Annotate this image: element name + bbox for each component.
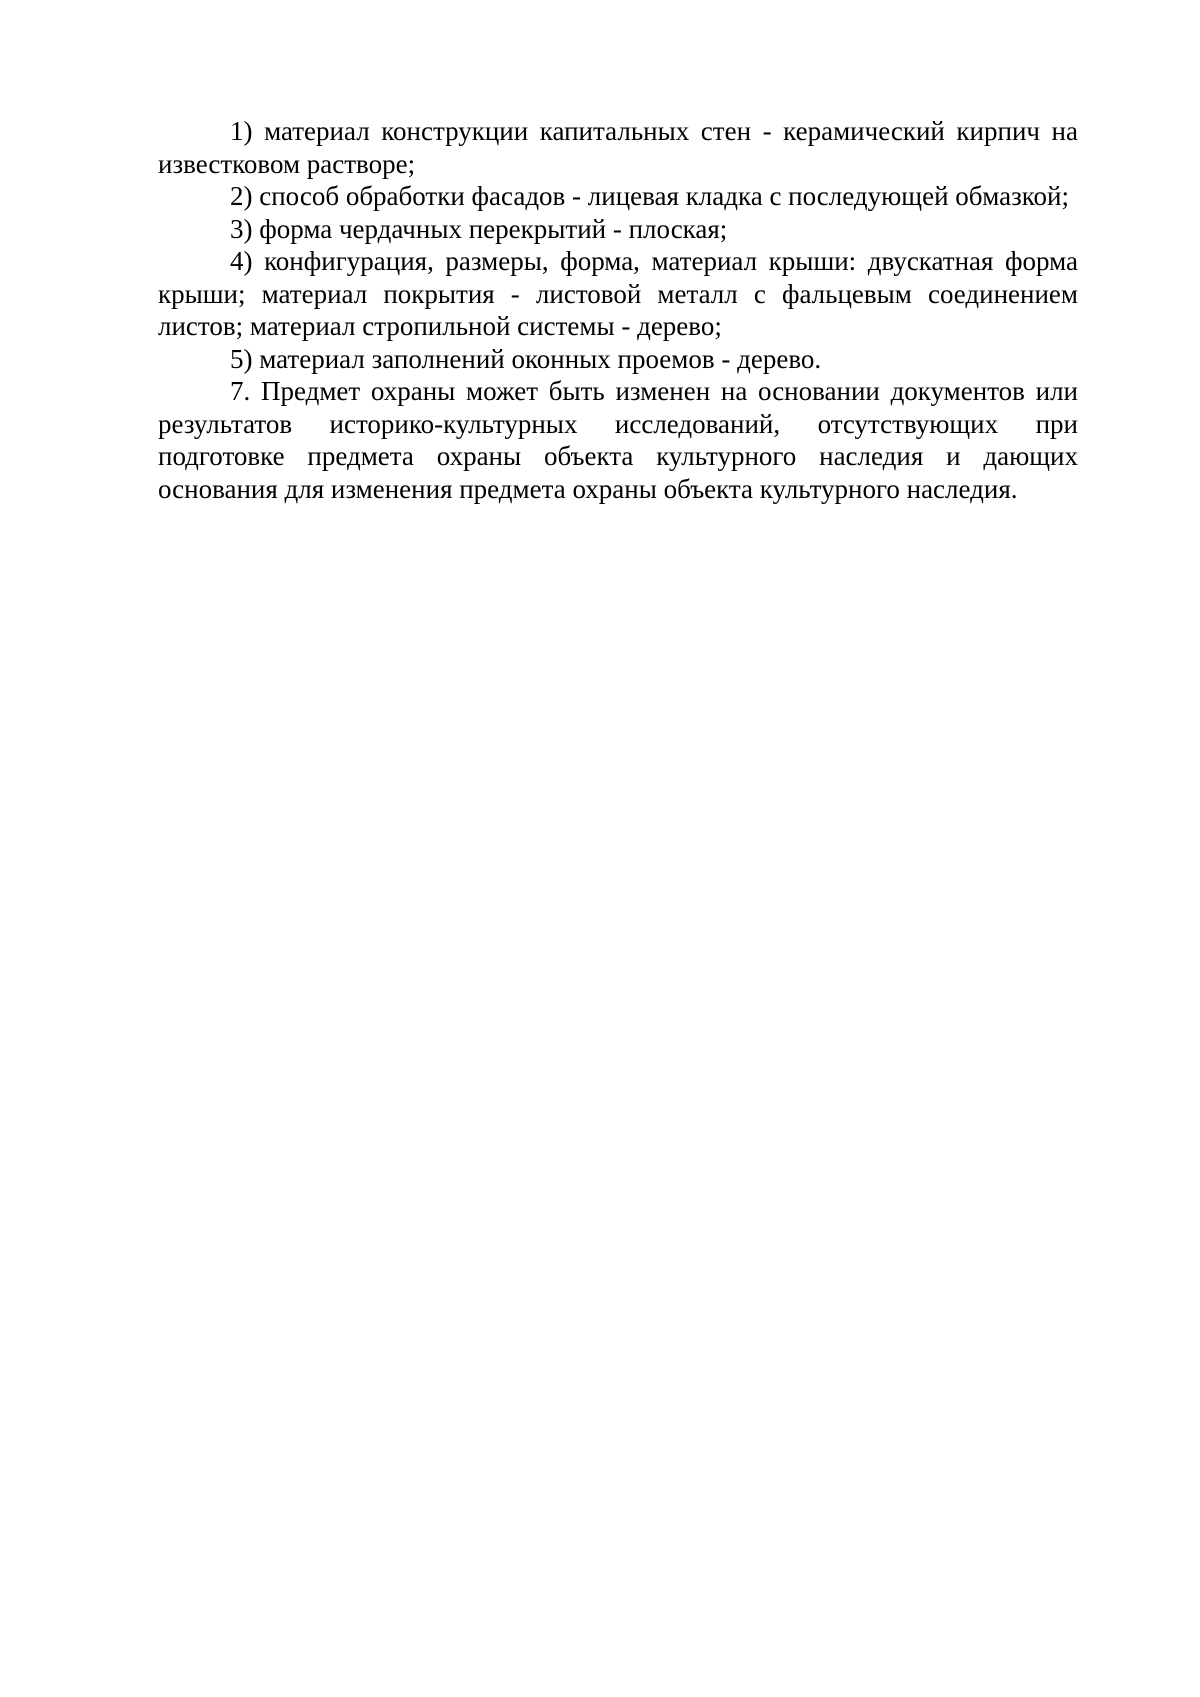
paragraph-item-4: 4) конфигурация, размеры, форма, материал крыши: двускатная форма крыши; материал покрытия - листовой металл с фальцевым соединением листов; материал стропильной системы - дерево; [158,246,1078,341]
paragraph-item-1: 1) материал конструкции капитальных стен - керамический кирпич на известковом растворе; [158,116,1078,179]
document-body [158,115,1078,505]
paragraph-item-2: 2) способ обработки фасадов - лицевая кладка с последующей обмазкой; [230,181,1069,211]
paragraph-item-3: 3) форма чердачных перекрытий - плоская; [230,213,728,244]
paragraph-item-5: 5) материал заполнений оконных проемов - дерево. [230,343,822,374]
paragraph-clause-7: 7. Предмет охраны может быть изменен на основании документов или результатов историко-культурных исследований, отсутствующих при подготовке предмета охраны объекта культурного наследия и дающих основания для изменения предмета охраны объекта культурного наследия. [158,376,1078,504]
